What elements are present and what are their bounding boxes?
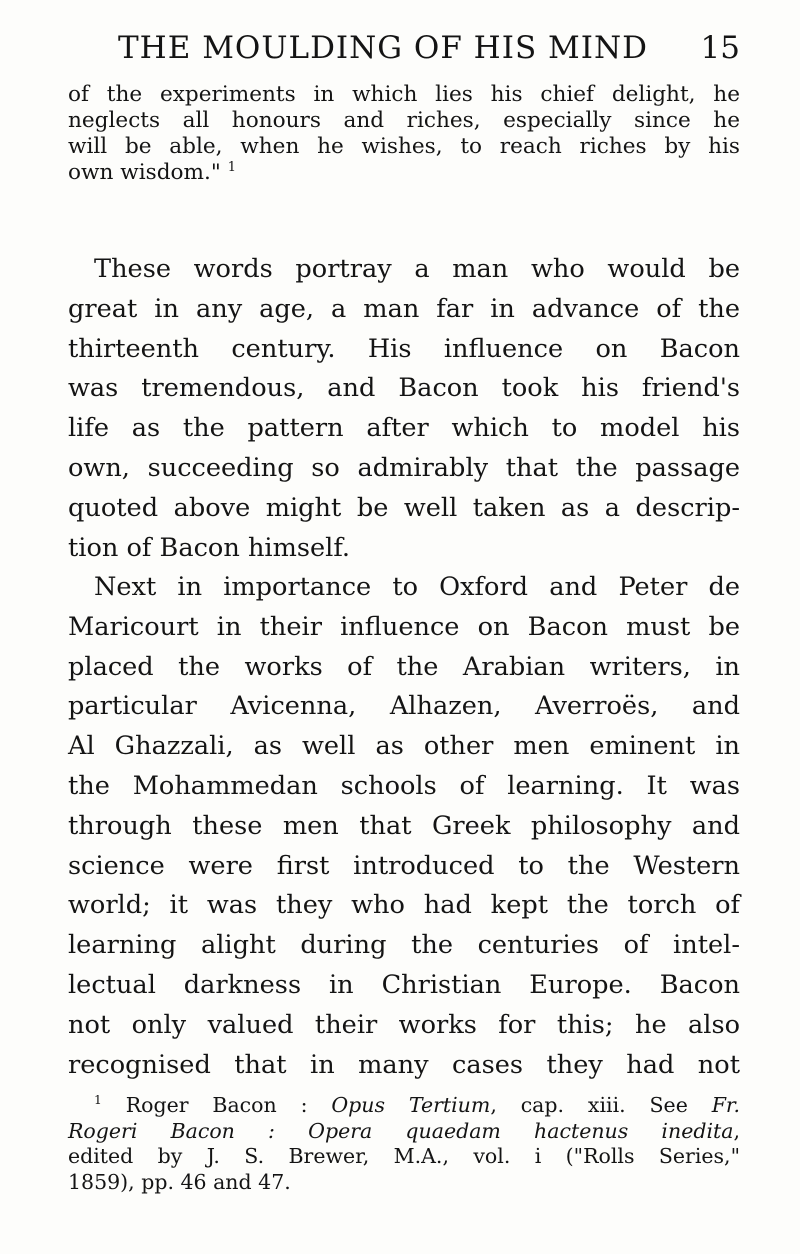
text-line: life as the pattern after which to model his xyxy=(68,413,740,444)
text-line: great in any age, a man far in advance of the xyxy=(68,293,740,324)
quotation-continuation xyxy=(68,82,740,186)
text-line: lectual darkness in Christian Europe. Bacon xyxy=(68,969,740,1000)
footnote-reference: 1 xyxy=(227,159,236,175)
text-line: recognised that in many cases they had not xyxy=(68,1049,740,1080)
footnote-text: , cap. xiii. See xyxy=(490,1093,712,1117)
footnote-marker: 1 xyxy=(94,1093,102,1108)
running-title: THE MOULDING OF HIS MIND xyxy=(118,30,649,66)
running-head xyxy=(68,30,740,80)
paragraph-1 xyxy=(68,250,740,568)
text-line: Al Ghazzali, as well as other men eminent in xyxy=(68,731,740,762)
text-line: These words portray a man who would be xyxy=(94,254,740,284)
text-line: through these men that Greek philosophy and xyxy=(68,810,740,841)
text-line: will be able, when he wishes, to reach riches by his xyxy=(68,134,740,159)
text-line: particular Avicenna, Alhazen, Averroës, and xyxy=(68,691,740,722)
footnote-title: Rogeri Bacon : Opera quaedam hactenus inedita xyxy=(68,1118,734,1143)
text-line: not only valued their works for this; he also xyxy=(68,1009,740,1040)
footnote-line xyxy=(68,1093,740,1119)
paragraph-2 xyxy=(68,568,740,1085)
footnote xyxy=(68,1093,740,1195)
footnote-line: 1859), pp. 46 and 47. xyxy=(68,1169,291,1194)
text-line: own, succeeding so admirably that the passage xyxy=(68,452,740,483)
text-line: own wisdom." xyxy=(68,160,228,185)
text-line: the Mohammedan schools of learning. It was xyxy=(68,770,740,801)
footnote-text: Roger Bacon : xyxy=(101,1093,332,1117)
text-line: placed the works of the Arabian writers, in xyxy=(68,651,740,682)
footnote-text: , xyxy=(733,1118,740,1143)
text-line: Maricourt in their influence on Bacon must be xyxy=(68,611,740,642)
text-line-with-note xyxy=(68,160,740,186)
text-line: learning alight during the centuries of intel- xyxy=(68,930,740,961)
text-line: neglects all honours and riches, especially since he xyxy=(68,108,740,133)
text-line: thirteenth century. His influence on Bacon xyxy=(68,333,740,364)
text-line: tion of Bacon himself. xyxy=(68,532,351,563)
footnote-title: Fr. xyxy=(711,1093,740,1117)
text-line: of the experiments in which lies his chief delight, he xyxy=(68,82,740,107)
text-line: was tremendous, and Bacon took his friend's xyxy=(68,373,740,404)
text-line: science were first introduced to the Western xyxy=(68,850,740,881)
footnote-line xyxy=(68,1119,740,1145)
page-number: 15 xyxy=(700,30,740,66)
text-line: quoted above might be well taken as a descrip- xyxy=(68,492,740,523)
text-line: Next in importance to Oxford and Peter de xyxy=(94,572,740,602)
text-line: world; it was they who had kept the torch of xyxy=(68,890,740,921)
footnote-title: Opus Tertium xyxy=(331,1093,491,1117)
footnote-line: edited by J. S. Brewer, M.A., vol. i ("Rolls Series," xyxy=(68,1144,740,1168)
